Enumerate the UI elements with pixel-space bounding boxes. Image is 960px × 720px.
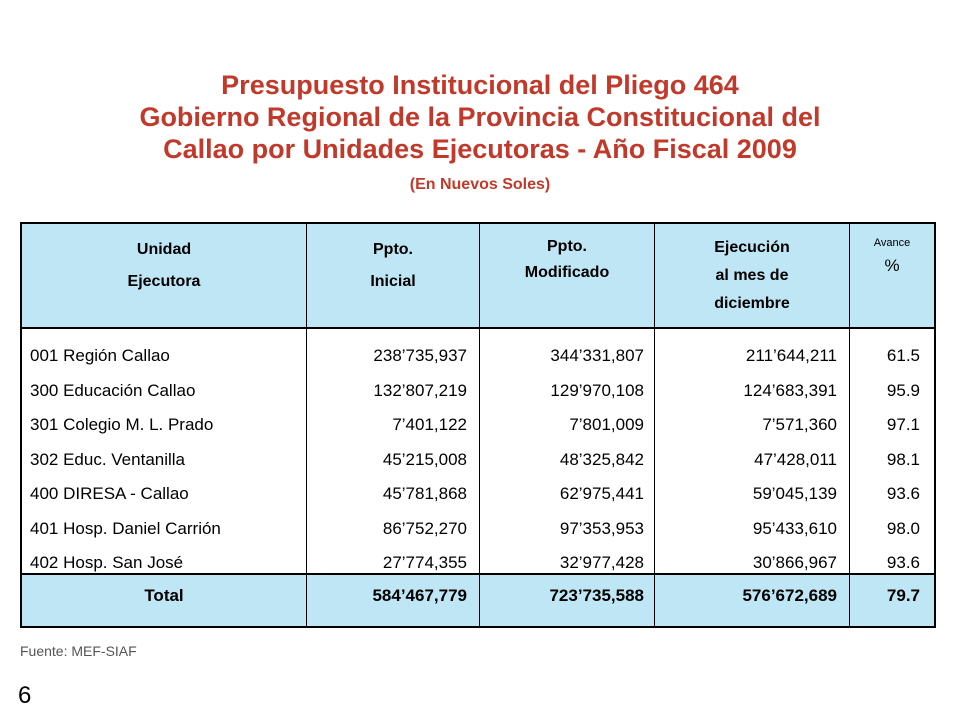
column-divider xyxy=(479,224,480,626)
source-note: Fuente: MEF-SIAF xyxy=(20,643,137,659)
header-avance xyxy=(850,224,934,335)
header-modificado-line2: Modificado xyxy=(524,264,610,281)
title-line-3: Callao por Unidades Ejecutoras - Año Fiscal 2009 xyxy=(163,133,797,164)
table-cell: 129’970,108 xyxy=(550,380,644,400)
table-cell: 93.6 xyxy=(886,484,920,503)
total-inicial: 584’467,779 xyxy=(372,586,467,605)
title-line-2: Gobierno Regional de la Provincia Constitucional del xyxy=(139,101,821,132)
table-header xyxy=(22,224,934,329)
table-cell: 402 Hosp. San José xyxy=(30,553,184,572)
table-cell: 302 Educ. Ventanilla xyxy=(30,449,186,469)
table-cell: 62’975,441 xyxy=(559,484,644,503)
table-cell: 47’428,011 xyxy=(754,449,837,469)
table-cell: 211’644,211 xyxy=(745,346,837,365)
table-cell: 401 Hosp. Daniel Carrión xyxy=(30,518,221,538)
table-cell: 400 DIRESA - Callao xyxy=(30,484,189,503)
column-divider xyxy=(306,224,307,626)
header-ejecucion-line1: Ejecución xyxy=(714,239,790,256)
column-modificado xyxy=(480,339,644,581)
header-avance-line1: Avance xyxy=(873,237,911,249)
header-unidad xyxy=(22,224,306,337)
table-cell: 86’752,270 xyxy=(382,518,467,538)
table-cell: 001 Región Callao xyxy=(30,346,170,365)
column-divider xyxy=(654,224,655,626)
header-unidad-line2: Ejecutora xyxy=(127,273,201,290)
budget-table xyxy=(20,222,936,628)
table-cell: 301 Colegio M. L. Prado xyxy=(30,415,214,434)
subtitle: (En Nuevos Soles) xyxy=(409,176,551,193)
table-cell: 32’977,428 xyxy=(559,553,644,572)
table-cell: 48’325,842 xyxy=(559,449,644,469)
title-line-1: Presupuesto Institucional del Pliego 464 xyxy=(221,70,739,100)
total-ejecucion: 576’672,689 xyxy=(742,586,837,605)
header-modificado xyxy=(480,224,654,337)
column-divider xyxy=(849,224,850,626)
header-ejecucion-line3: diciembre xyxy=(714,295,790,312)
column-ejecucion xyxy=(655,339,837,581)
table-cell: 93.6 xyxy=(886,553,920,572)
column-inicial xyxy=(307,339,467,581)
table-cell: 97’353,953 xyxy=(559,518,644,538)
header-inicial-line2: Inicial xyxy=(370,273,416,290)
table-cell: 344’331,807 xyxy=(550,346,644,365)
column-avance xyxy=(850,339,920,581)
header-avance-line2: % xyxy=(884,256,900,275)
page-title xyxy=(40,70,920,166)
table-cell: 124’683,391 xyxy=(743,380,837,400)
table-cell: 45’215,008 xyxy=(382,449,467,469)
header-inicial xyxy=(307,224,479,337)
total-modificado: 723’735,588 xyxy=(549,586,644,605)
table-cell: 7’571,360 xyxy=(762,415,837,434)
total-label: Total xyxy=(144,586,184,605)
table-cell: 59’045,139 xyxy=(752,484,837,503)
header-modificado-line1: Ppto. xyxy=(547,238,587,255)
table-cell: 95’433,610 xyxy=(752,518,837,538)
table-cell: 98.1 xyxy=(886,449,920,469)
table-cell: 300 Educación Callao xyxy=(30,380,196,400)
header-inicial-line1: Ppto. xyxy=(373,241,413,258)
table-cell: 30’866,967 xyxy=(752,553,837,572)
table-cell: 95.9 xyxy=(886,380,920,400)
table-cell: 97.1 xyxy=(886,415,920,434)
table-cell: 238’735,937 xyxy=(373,346,467,365)
table-cell: 7’801,009 xyxy=(569,415,644,434)
header-ejecucion xyxy=(655,224,849,337)
table-cell: 61.5 xyxy=(886,346,920,365)
table-cell: 45’781,868 xyxy=(382,484,467,503)
table-body xyxy=(22,329,934,575)
column-unidad xyxy=(30,339,310,581)
table-cell: 7’401,122 xyxy=(392,415,467,434)
header-unidad-line1: Unidad xyxy=(136,241,192,258)
header-ejecucion-line2: al mes de xyxy=(715,267,789,284)
total-row xyxy=(22,575,934,626)
table-cell: 98.0 xyxy=(886,518,920,538)
table-cell: 132’807,219 xyxy=(373,380,467,400)
page-number: 6 xyxy=(18,682,32,709)
total-avance: 79.7 xyxy=(886,586,920,605)
table-cell: 27’774,355 xyxy=(382,553,467,572)
